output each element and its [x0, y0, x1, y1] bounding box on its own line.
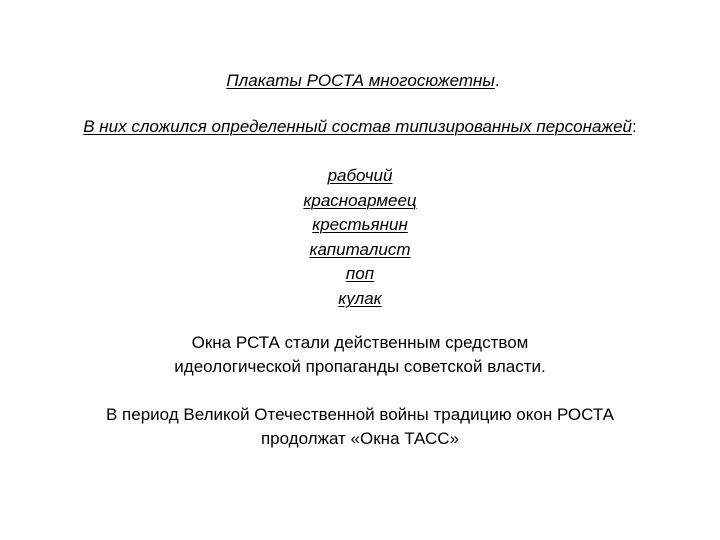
- list-item: [0, 287, 720, 312]
- paragraph-rsta-line-2: идеологической пропаганды советской власти.: [174, 357, 546, 376]
- character-red-army-soldier: красноармеец: [303, 190, 417, 210]
- title-text: Плакаты РОСТА многосюжетны: [226, 71, 495, 90]
- intro-text: В них сложился определенный состав типизированных персонажей: [83, 117, 633, 136]
- intro-colon: :: [632, 117, 637, 136]
- character-capitalist: капиталист: [309, 239, 411, 259]
- slide-title: [3, 70, 720, 92]
- character-list: [0, 164, 720, 312]
- list-item: [0, 238, 720, 263]
- character-peasant: крестьянин: [312, 215, 408, 235]
- paragraph-tass-line-2: продолжат «Окна ТАСС»: [260, 429, 460, 448]
- character-worker: рабочий: [327, 166, 393, 185]
- character-priest: поп: [345, 264, 375, 284]
- list-item: [0, 262, 720, 287]
- intro-line: [0, 116, 720, 138]
- list-item: [0, 213, 720, 238]
- list-item: [0, 164, 720, 189]
- paragraph-tass-line-1: В период Великой Отечественной войны традицию окон РОСТА: [105, 405, 615, 424]
- character-kulak: кулак: [338, 288, 382, 308]
- list-item: [0, 189, 720, 214]
- title-period: .: [494, 71, 500, 90]
- paragraph-rsta-line-1: Окна РСТА стали действенным средством: [191, 333, 529, 352]
